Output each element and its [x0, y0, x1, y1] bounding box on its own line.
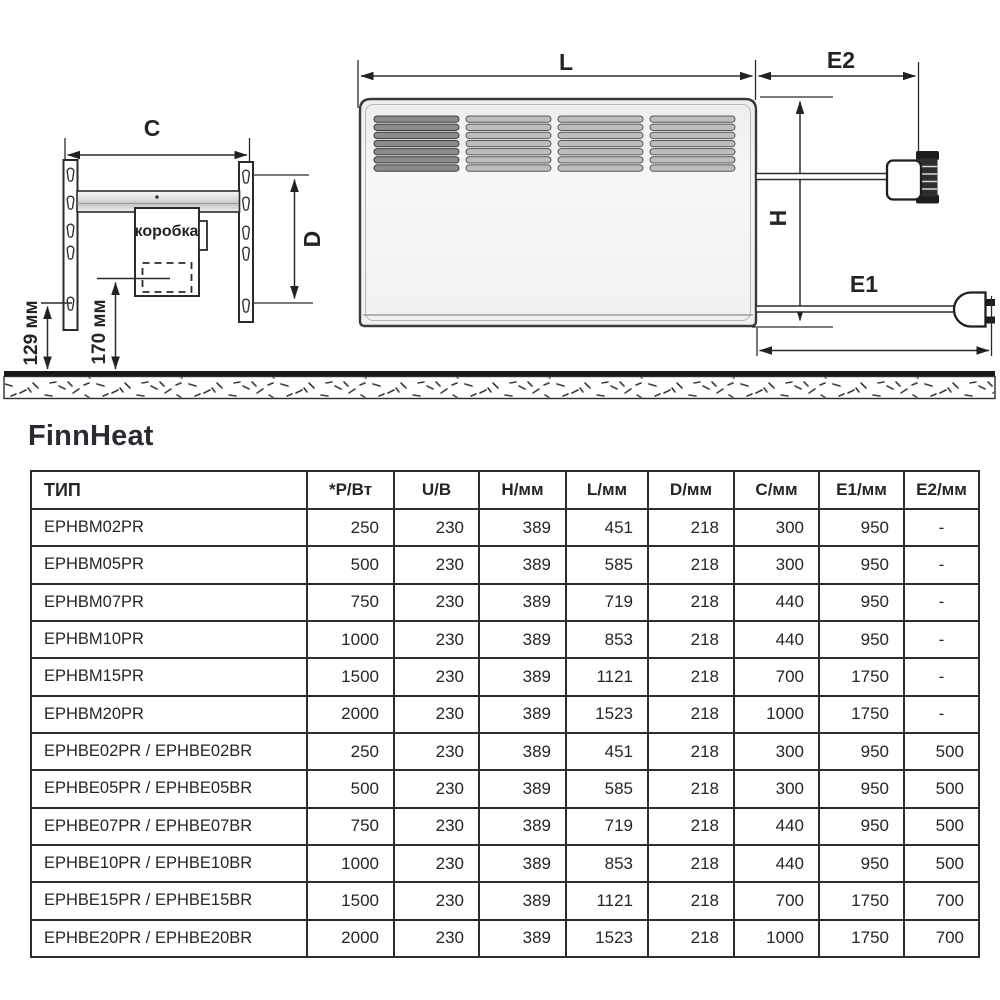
value-cell: 440 [734, 584, 819, 621]
value-cell: 700 [734, 658, 819, 695]
value-cell: 950 [819, 808, 904, 845]
dim-label-e2: E2 [826, 47, 856, 73]
value-cell: 389 [479, 882, 566, 919]
value-cell: 389 [479, 808, 566, 845]
value-cell: 2000 [307, 920, 394, 957]
value-cell: 500 [307, 546, 394, 583]
table-row [31, 920, 979, 957]
table-row [31, 882, 979, 919]
value-cell: 218 [648, 920, 734, 957]
value-cell: 451 [566, 509, 648, 546]
value-cell: 1750 [819, 882, 904, 919]
dim-label-c: C [143, 115, 161, 141]
table-row [31, 770, 979, 807]
value-cell: 950 [819, 770, 904, 807]
col-header-l: L/мм [566, 471, 648, 509]
value-cell: 700 [904, 882, 979, 919]
value-cell: 300 [734, 509, 819, 546]
value-cell: 300 [734, 733, 819, 770]
col-header-d: D/мм [648, 471, 734, 509]
value-cell: 719 [566, 808, 648, 845]
model-cell: EPHBE07PR / EPHBE07BR [31, 808, 307, 845]
model-cell: EPHBM20PR [31, 696, 307, 733]
value-cell: 719 [566, 584, 648, 621]
value-cell: 950 [819, 845, 904, 882]
dimension-diagram [0, 0, 1000, 412]
model-cell: EPHBE05PR / EPHBE05BR [31, 770, 307, 807]
value-cell: 250 [307, 509, 394, 546]
value-cell: 230 [394, 696, 479, 733]
value-cell: 230 [394, 584, 479, 621]
value-cell: 250 [307, 733, 394, 770]
value-cell: 500 [904, 808, 979, 845]
value-cell: 440 [734, 845, 819, 882]
value-cell: 853 [566, 621, 648, 658]
model-cell: EPHBE10PR / EPHBE10BR [31, 845, 307, 882]
value-cell: 1750 [819, 920, 904, 957]
value-cell: 218 [648, 584, 734, 621]
value-cell: 500 [904, 845, 979, 882]
value-cell: 218 [648, 696, 734, 733]
value-cell: 1523 [566, 920, 648, 957]
value-cell: 389 [479, 509, 566, 546]
col-header-h: Н/мм [479, 471, 566, 509]
value-cell: - [904, 696, 979, 733]
dim-label-l: L [558, 49, 574, 75]
value-cell: 950 [819, 621, 904, 658]
value-cell: 230 [394, 509, 479, 546]
table-row [31, 845, 979, 882]
value-cell: 1121 [566, 882, 648, 919]
value-cell: 218 [648, 882, 734, 919]
value-cell: 230 [394, 920, 479, 957]
value-cell: 585 [566, 770, 648, 807]
value-cell: 218 [648, 808, 734, 845]
value-cell: 389 [479, 546, 566, 583]
value-cell: 440 [734, 808, 819, 845]
value-cell: - [904, 658, 979, 695]
spec-table [30, 470, 980, 958]
value-cell: 1000 [734, 920, 819, 957]
table-header-row [31, 471, 979, 509]
dim-label-e1: E1 [849, 271, 879, 297]
floor [4, 371, 995, 399]
value-cell: 230 [394, 770, 479, 807]
value-cell: 750 [307, 584, 394, 621]
value-cell: 500 [904, 770, 979, 807]
value-cell: 218 [648, 733, 734, 770]
table-row [31, 658, 979, 695]
value-cell: 218 [648, 658, 734, 695]
value-cell: - [904, 621, 979, 658]
top-cable [756, 174, 887, 180]
table-row [31, 509, 979, 546]
value-cell: 300 [734, 770, 819, 807]
col-header-e2: Е2/мм [904, 471, 979, 509]
value-cell: 230 [394, 882, 479, 919]
value-cell: 1000 [734, 696, 819, 733]
value-cell: 230 [394, 621, 479, 658]
value-cell: 389 [479, 733, 566, 770]
heater-drawing [358, 47, 995, 356]
col-header-c: С/мм [734, 471, 819, 509]
bottom-cable [756, 306, 957, 312]
table-row [31, 584, 979, 621]
value-cell: 950 [819, 546, 904, 583]
value-cell: 500 [307, 770, 394, 807]
value-cell: 1750 [819, 658, 904, 695]
bracket-rail-right [239, 162, 253, 322]
value-cell: 1000 [307, 845, 394, 882]
value-cell: 300 [734, 546, 819, 583]
value-cell: 950 [819, 509, 904, 546]
table-row [31, 546, 979, 583]
table-row [31, 621, 979, 658]
value-cell: - [904, 584, 979, 621]
value-cell: 1121 [566, 658, 648, 695]
model-cell: EPHBE15PR / EPHBE15BR [31, 882, 307, 919]
thermostat-connector [887, 151, 939, 204]
table-row [31, 808, 979, 845]
col-header-power: *Р/Вт [307, 471, 394, 509]
value-cell: 1750 [819, 696, 904, 733]
value-cell: 389 [479, 920, 566, 957]
value-cell: 218 [648, 546, 734, 583]
value-cell: 500 [904, 733, 979, 770]
value-cell: 218 [648, 770, 734, 807]
model-cell: EPHBE20PR / EPHBE20BR [31, 920, 307, 957]
table-row [31, 733, 979, 770]
dim-label-d: D [299, 230, 325, 248]
value-cell: 853 [566, 845, 648, 882]
value-cell: 1000 [307, 621, 394, 658]
value-cell: - [904, 509, 979, 546]
value-cell: 2000 [307, 696, 394, 733]
value-cell: 585 [566, 546, 648, 583]
value-cell: 950 [819, 733, 904, 770]
value-cell: 1500 [307, 882, 394, 919]
junction-box [135, 208, 199, 296]
value-cell: 218 [648, 509, 734, 546]
dim-label-170mm: 170 мм [89, 299, 110, 365]
value-cell: 950 [819, 584, 904, 621]
value-cell: 230 [394, 733, 479, 770]
junction-box-label: коробка [134, 223, 199, 240]
value-cell: 700 [734, 882, 819, 919]
page-title: FinnHeat [28, 420, 154, 452]
value-cell: 389 [479, 696, 566, 733]
model-cell: EPHBM15PR [31, 658, 307, 695]
value-cell: 389 [479, 845, 566, 882]
model-cell: EPHBM05PR [31, 546, 307, 583]
value-cell: 389 [479, 584, 566, 621]
spec-table-wrap [30, 470, 980, 958]
value-cell: 700 [904, 920, 979, 957]
dim-label-129mm: 129 мм [21, 300, 42, 366]
value-cell: 440 [734, 621, 819, 658]
value-cell: 218 [648, 845, 734, 882]
value-cell: 218 [648, 621, 734, 658]
value-cell: 1500 [307, 658, 394, 695]
table-row [31, 696, 979, 733]
value-cell: 451 [566, 733, 648, 770]
value-cell: 1523 [566, 696, 648, 733]
value-cell: 389 [479, 621, 566, 658]
model-cell: EPHBM10PR [31, 621, 307, 658]
model-cell: EPHBM07PR [31, 584, 307, 621]
col-header-voltage: U/B [394, 471, 479, 509]
value-cell: 230 [394, 546, 479, 583]
value-cell: 230 [394, 658, 479, 695]
value-cell: 230 [394, 845, 479, 882]
value-cell: 389 [479, 770, 566, 807]
model-cell: EPHBE02PR / EPHBE02BR [31, 733, 307, 770]
power-plug [954, 293, 995, 327]
value-cell: 750 [307, 808, 394, 845]
col-header-type: ТИП [31, 471, 307, 509]
model-cell: EPHBM02PR [31, 509, 307, 546]
value-cell: 230 [394, 808, 479, 845]
value-cell: 389 [479, 658, 566, 695]
value-cell: - [904, 546, 979, 583]
dim-label-h: H [765, 209, 791, 227]
mounting-bracket-drawing [21, 115, 325, 369]
col-header-e1: Е1/мм [819, 471, 904, 509]
